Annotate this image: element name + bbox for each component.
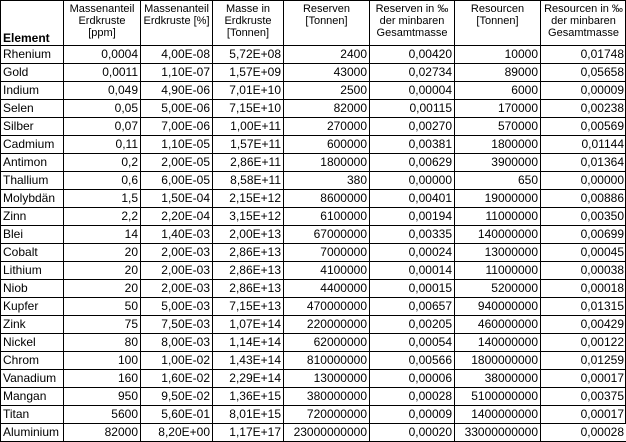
value-cell[interactable]: 1,57E+09 xyxy=(213,64,284,82)
value-cell[interactable]: 1800000 xyxy=(455,136,541,154)
value-cell[interactable]: 0,00028 xyxy=(541,424,626,442)
table-row xyxy=(1,298,626,316)
value-cell[interactable]: 80 xyxy=(64,334,141,352)
value-cell[interactable]: 470000000 xyxy=(284,298,370,316)
value-cell[interactable]: 14 xyxy=(64,226,141,244)
value-cell[interactable]: 0,00657 xyxy=(370,298,455,316)
table-row xyxy=(1,352,626,370)
value-cell[interactable]: 4,00E-08 xyxy=(141,46,213,64)
element-name-cell[interactable]: Titan xyxy=(1,406,64,424)
value-cell[interactable]: 0,05 xyxy=(64,100,141,118)
value-cell[interactable]: 89000 xyxy=(455,64,541,82)
value-cell[interactable]: 650 xyxy=(455,172,541,190)
value-cell[interactable]: 4100000 xyxy=(284,262,370,280)
header-row xyxy=(1,1,626,46)
value-cell[interactable]: 23000000000 xyxy=(284,424,370,442)
table-row xyxy=(1,226,626,244)
value-cell[interactable]: 1,10E-05 xyxy=(141,136,213,154)
value-cell[interactable]: 0,00238 xyxy=(541,100,626,118)
table-row xyxy=(1,316,626,334)
value-cell[interactable]: 2,2 xyxy=(64,208,141,226)
table-row xyxy=(1,118,626,136)
element-name-cell[interactable]: Rhenium xyxy=(1,46,64,64)
value-cell[interactable]: 7000000 xyxy=(284,244,370,262)
element-name-cell[interactable]: Gold xyxy=(1,64,64,82)
value-cell[interactable]: 1,5 xyxy=(64,190,141,208)
value-cell[interactable]: 2,20E-04 xyxy=(141,208,213,226)
value-cell[interactable]: 8,58E+11 xyxy=(213,172,284,190)
value-cell[interactable]: 0,00381 xyxy=(370,136,455,154)
value-cell[interactable]: 0,01144 xyxy=(541,136,626,154)
value-cell[interactable]: 0,00009 xyxy=(370,406,455,424)
value-cell[interactable]: 0,05658 xyxy=(541,64,626,82)
value-cell[interactable]: 1,40E-03 xyxy=(141,226,213,244)
value-cell[interactable]: 7,00E-06 xyxy=(141,118,213,136)
value-cell[interactable]: 0,00028 xyxy=(370,388,455,406)
value-cell[interactable]: 1,60E-02 xyxy=(141,370,213,388)
column-header-ppm[interactable]: Massenanteil Erdkruste [ppm] xyxy=(64,1,141,46)
value-cell[interactable]: 0,00015 xyxy=(370,280,455,298)
value-cell[interactable]: 0,00420 xyxy=(370,46,455,64)
value-cell[interactable]: 7,01E+10 xyxy=(213,82,284,100)
value-cell[interactable]: 5,00E-06 xyxy=(141,100,213,118)
value-cell[interactable]: 0,00038 xyxy=(541,262,626,280)
value-cell[interactable]: 140000000 xyxy=(455,226,541,244)
column-header-element[interactable]: Element xyxy=(1,1,64,46)
element-name-cell[interactable]: Silber xyxy=(1,118,64,136)
value-cell[interactable]: 11000000 xyxy=(455,208,541,226)
value-cell[interactable]: 7,15E+10 xyxy=(213,100,284,118)
value-cell[interactable]: 5,60E-01 xyxy=(141,406,213,424)
value-cell[interactable]: 11000000 xyxy=(455,262,541,280)
value-cell[interactable]: 2,86E+13 xyxy=(213,280,284,298)
value-cell[interactable]: 1,50E-04 xyxy=(141,190,213,208)
table-row xyxy=(1,64,626,82)
column-header-mass[interactable]: Masse in Erdkruste [Tonnen] xyxy=(213,1,284,46)
value-cell[interactable]: 1800000000 xyxy=(455,352,541,370)
element-name-cell[interactable]: Antimon xyxy=(1,154,64,172)
element-name-cell[interactable]: Lithium xyxy=(1,262,64,280)
value-cell[interactable]: 8,00E-03 xyxy=(141,334,213,352)
value-cell[interactable]: 0,00020 xyxy=(370,424,455,442)
value-cell[interactable]: 0,00017 xyxy=(541,370,626,388)
value-cell[interactable]: 5200000 xyxy=(455,280,541,298)
table-row xyxy=(1,262,626,280)
value-cell[interactable]: 0,0011 xyxy=(64,64,141,82)
value-cell[interactable]: 67000000 xyxy=(284,226,370,244)
value-cell[interactable]: 2,86E+13 xyxy=(213,262,284,280)
value-cell[interactable]: 4,90E-06 xyxy=(141,82,213,100)
value-cell[interactable]: 0,01748 xyxy=(541,46,626,64)
value-cell[interactable]: 2,00E+13 xyxy=(213,226,284,244)
element-name-cell[interactable]: Aluminium xyxy=(1,424,64,442)
element-name-cell[interactable]: Zink xyxy=(1,316,64,334)
value-cell[interactable]: 1,36E+15 xyxy=(213,388,284,406)
element-name-cell[interactable]: Thallium xyxy=(1,172,64,190)
value-cell[interactable]: 2,15E+12 xyxy=(213,190,284,208)
value-cell[interactable]: 5,72E+08 xyxy=(213,46,284,64)
value-cell[interactable]: 0,00699 xyxy=(541,226,626,244)
value-cell[interactable]: 13000000 xyxy=(455,244,541,262)
value-cell[interactable]: 38000000 xyxy=(455,370,541,388)
value-cell[interactable]: 50 xyxy=(64,298,141,316)
value-cell[interactable]: 100 xyxy=(64,352,141,370)
value-cell[interactable]: 1,14E+14 xyxy=(213,334,284,352)
value-cell[interactable]: 0,00375 xyxy=(541,388,626,406)
value-cell[interactable]: 2,00E-03 xyxy=(141,244,213,262)
value-cell[interactable]: 3,15E+12 xyxy=(213,208,284,226)
value-cell[interactable]: 0,6 xyxy=(64,172,141,190)
value-cell[interactable]: 0,00569 xyxy=(541,118,626,136)
element-name-cell[interactable]: Zinn xyxy=(1,208,64,226)
element-name-cell[interactable]: Kupfer xyxy=(1,298,64,316)
value-cell[interactable]: 82000 xyxy=(64,424,141,442)
value-cell[interactable]: 0,07 xyxy=(64,118,141,136)
value-cell[interactable]: 13000000 xyxy=(284,370,370,388)
value-cell[interactable]: 160 xyxy=(64,370,141,388)
table-row xyxy=(1,370,626,388)
table-row xyxy=(1,82,626,100)
element-name-cell[interactable]: Niob xyxy=(1,280,64,298)
table-row xyxy=(1,280,626,298)
value-cell[interactable]: 0,00122 xyxy=(541,334,626,352)
value-cell[interactable]: 1800000 xyxy=(284,154,370,172)
value-cell[interactable]: 7,15E+13 xyxy=(213,298,284,316)
value-cell[interactable]: 20 xyxy=(64,262,141,280)
table-row xyxy=(1,136,626,154)
value-cell[interactable]: 82000 xyxy=(284,100,370,118)
element-name-cell[interactable]: Chrom xyxy=(1,352,64,370)
value-cell[interactable]: 0,049 xyxy=(64,82,141,100)
value-cell[interactable]: 0,00115 xyxy=(370,100,455,118)
value-cell[interactable]: 19000000 xyxy=(455,190,541,208)
value-cell[interactable]: 0,00009 xyxy=(541,82,626,100)
element-name-cell[interactable]: Nickel xyxy=(1,334,64,352)
value-cell[interactable]: 0,00270 xyxy=(370,118,455,136)
value-cell[interactable]: 0,0004 xyxy=(64,46,141,64)
value-cell[interactable]: 20 xyxy=(64,244,141,262)
table-row xyxy=(1,424,626,442)
value-cell[interactable]: 1,07E+14 xyxy=(213,316,284,334)
value-cell[interactable]: 7,50E-03 xyxy=(141,316,213,334)
element-name-cell[interactable]: Cobalt xyxy=(1,244,64,262)
value-cell[interactable]: 2,86E+13 xyxy=(213,244,284,262)
value-cell[interactable]: 1,10E-07 xyxy=(141,64,213,82)
value-cell[interactable]: 1,43E+14 xyxy=(213,352,284,370)
value-cell[interactable]: 0,00024 xyxy=(370,244,455,262)
element-name-cell[interactable]: Indium xyxy=(1,82,64,100)
value-cell[interactable]: 75 xyxy=(64,316,141,334)
value-cell[interactable]: 0,00401 xyxy=(370,190,455,208)
value-cell[interactable]: 1400000000 xyxy=(455,406,541,424)
table-row xyxy=(1,388,626,406)
value-cell[interactable]: 2,86E+11 xyxy=(213,154,284,172)
value-cell[interactable]: 5,00E-03 xyxy=(141,298,213,316)
column-header-reserves-permille[interactable]: Reserven in ‰ der minbaren Gesamtmasse xyxy=(370,1,455,46)
value-cell[interactable]: 0,00194 xyxy=(370,208,455,226)
table-row xyxy=(1,334,626,352)
value-cell[interactable]: 5600 xyxy=(64,406,141,424)
column-header-resources-permille[interactable]: Resourcen in ‰ der minbaren Gesamtmasse xyxy=(541,1,626,46)
column-header-resources[interactable]: Resourcen [Tonnen] xyxy=(455,1,541,46)
value-cell[interactable]: 1,57E+11 xyxy=(213,136,284,154)
value-cell[interactable]: 0,00045 xyxy=(541,244,626,262)
value-cell[interactable]: 460000000 xyxy=(455,316,541,334)
value-cell[interactable]: 2,29E+14 xyxy=(213,370,284,388)
value-cell[interactable]: 0,00006 xyxy=(370,370,455,388)
value-cell[interactable]: 3900000 xyxy=(455,154,541,172)
value-cell[interactable]: 720000000 xyxy=(284,406,370,424)
value-cell[interactable]: 0,00350 xyxy=(541,208,626,226)
value-cell[interactable]: 6100000 xyxy=(284,208,370,226)
element-name-cell[interactable]: Blei xyxy=(1,226,64,244)
value-cell[interactable]: 170000 xyxy=(455,100,541,118)
value-cell[interactable]: 0,00205 xyxy=(370,316,455,334)
value-cell[interactable]: 20 xyxy=(64,280,141,298)
value-cell[interactable]: 0,00886 xyxy=(541,190,626,208)
value-cell[interactable]: 43000 xyxy=(284,64,370,82)
value-cell[interactable]: 0,2 xyxy=(64,154,141,172)
value-cell[interactable]: 570000 xyxy=(455,118,541,136)
value-cell[interactable]: 940000000 xyxy=(455,298,541,316)
value-cell[interactable]: 0,00018 xyxy=(541,280,626,298)
value-cell[interactable]: 4400000 xyxy=(284,280,370,298)
value-cell[interactable]: 950 xyxy=(64,388,141,406)
value-cell[interactable]: 0,01259 xyxy=(541,352,626,370)
column-header-percent[interactable]: Massenanteil Erdkruste [%] xyxy=(141,1,213,46)
table-row xyxy=(1,406,626,424)
value-cell[interactable]: 270000 xyxy=(284,118,370,136)
column-header-reserves[interactable]: Reserven [Tonnen] xyxy=(284,1,370,46)
table-row xyxy=(1,100,626,118)
value-cell[interactable]: 380 xyxy=(284,172,370,190)
element-name-cell[interactable]: Molybdän xyxy=(1,190,64,208)
value-cell[interactable]: 140000000 xyxy=(455,334,541,352)
value-cell[interactable]: 0,00000 xyxy=(370,172,455,190)
value-cell[interactable]: 1,00E-02 xyxy=(141,352,213,370)
table-row xyxy=(1,172,626,190)
table-row xyxy=(1,46,626,64)
value-cell[interactable]: 1,00E+11 xyxy=(213,118,284,136)
value-cell[interactable]: 6,00E-05 xyxy=(141,172,213,190)
value-cell[interactable]: 0,00429 xyxy=(541,316,626,334)
value-cell[interactable]: 810000000 xyxy=(284,352,370,370)
value-cell[interactable]: 600000 xyxy=(284,136,370,154)
value-cell[interactable]: 0,00054 xyxy=(370,334,455,352)
value-cell[interactable]: 380000000 xyxy=(284,388,370,406)
table-row xyxy=(1,208,626,226)
table-row xyxy=(1,190,626,208)
value-cell[interactable]: 10000 xyxy=(455,46,541,64)
table-row xyxy=(1,244,626,262)
value-cell[interactable]: 62000000 xyxy=(284,334,370,352)
value-cell[interactable]: 0,00014 xyxy=(370,262,455,280)
value-cell[interactable]: 0,00629 xyxy=(370,154,455,172)
value-cell[interactable]: 0,00004 xyxy=(370,82,455,100)
value-cell[interactable]: 8,01E+15 xyxy=(213,406,284,424)
element-name-cell[interactable]: Vanadium xyxy=(1,370,64,388)
value-cell[interactable]: 220000000 xyxy=(284,316,370,334)
value-cell[interactable]: 6000 xyxy=(455,82,541,100)
value-cell[interactable]: 8600000 xyxy=(284,190,370,208)
value-cell[interactable]: 2,00E-05 xyxy=(141,154,213,172)
value-cell[interactable]: 5100000000 xyxy=(455,388,541,406)
element-name-cell[interactable]: Cadmium xyxy=(1,136,64,154)
value-cell[interactable]: 2,00E-03 xyxy=(141,280,213,298)
element-name-cell[interactable]: Mangan xyxy=(1,388,64,406)
value-cell[interactable]: 0,01364 xyxy=(541,154,626,172)
value-cell[interactable]: 8,20E+00 xyxy=(141,424,213,442)
value-cell[interactable]: 2500 xyxy=(284,82,370,100)
value-cell[interactable]: 1,17E+17 xyxy=(213,424,284,442)
value-cell[interactable]: 9,50E-02 xyxy=(141,388,213,406)
value-cell[interactable]: 0,11 xyxy=(64,136,141,154)
value-cell[interactable]: 2400 xyxy=(284,46,370,64)
value-cell[interactable]: 0,00000 xyxy=(541,172,626,190)
value-cell[interactable]: 0,00335 xyxy=(370,226,455,244)
value-cell[interactable]: 0,02734 xyxy=(370,64,455,82)
value-cell[interactable]: 2,00E-03 xyxy=(141,262,213,280)
table-row xyxy=(1,154,626,172)
value-cell[interactable]: 0,01315 xyxy=(541,298,626,316)
value-cell[interactable]: 33000000000 xyxy=(455,424,541,442)
element-name-cell[interactable]: Selen xyxy=(1,100,64,118)
value-cell[interactable]: 0,00017 xyxy=(541,406,626,424)
value-cell[interactable]: 0,00566 xyxy=(370,352,455,370)
